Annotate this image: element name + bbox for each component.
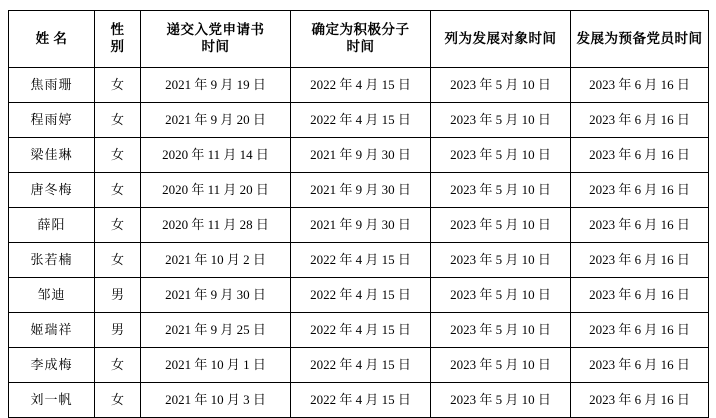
cell-probationary-time: 2023 年 6 月 16 日 [571,278,709,313]
cell-apply-time: 2021 年 10 月 3 日 [141,383,291,418]
cell-name: 焦雨珊 [9,68,95,103]
table-row [9,208,709,243]
cell-gender: 男 [95,278,141,313]
cell-apply-time: 2020 年 11 月 20 日 [141,173,291,208]
cell-target-time: 2023 年 5 月 10 日 [431,243,571,278]
cell-apply-time: 2021 年 10 月 2 日 [141,243,291,278]
column-header-name: 姓 名 [9,11,95,68]
cell-target-time: 2023 年 5 月 10 日 [431,383,571,418]
cell-name: 程雨婷 [9,103,95,138]
cell-apply-time: 2021 年 9 月 20 日 [141,103,291,138]
cell-activist-time: 2022 年 4 月 15 日 [291,243,431,278]
column-header-gender-line-2: 别 [110,39,125,54]
cell-probationary-time: 2023 年 6 月 16 日 [571,348,709,383]
column-header-target-time: 列为发展对象时间 [431,11,571,68]
column-header-gender [95,11,141,68]
cell-gender: 女 [95,243,141,278]
table-row [9,68,709,103]
cell-apply-time: 2021 年 9 月 30 日 [141,278,291,313]
cell-probationary-time: 2023 年 6 月 16 日 [571,138,709,173]
cell-apply-time: 2020 年 11 月 28 日 [141,208,291,243]
cell-gender: 女 [95,68,141,103]
column-header-probationary-time: 发展为预备党员时间 [571,11,709,68]
cell-target-time: 2023 年 5 月 10 日 [431,138,571,173]
cell-name: 姬瑞祥 [9,313,95,348]
table-row [9,103,709,138]
cell-probationary-time: 2023 年 6 月 16 日 [571,173,709,208]
header-row [9,11,709,68]
cell-target-time: 2023 年 5 月 10 日 [431,173,571,208]
cell-activist-time: 2022 年 4 月 15 日 [291,313,431,348]
cell-apply-time: 2021 年 10 月 1 日 [141,348,291,383]
cell-gender: 女 [95,173,141,208]
cell-probationary-time: 2023 年 6 月 16 日 [571,103,709,138]
column-header-gender-line-1: 性 [110,22,125,38]
cell-activist-time: 2022 年 4 月 15 日 [291,68,431,103]
table-row [9,173,709,208]
cell-probationary-time: 2023 年 6 月 16 日 [571,313,709,348]
cell-name: 刘一帆 [9,383,95,418]
table-row [9,313,709,348]
cell-gender: 男 [95,313,141,348]
cell-target-time: 2023 年 5 月 10 日 [431,313,571,348]
cell-name: 唐冬梅 [9,173,95,208]
cell-name: 张若楠 [9,243,95,278]
table-body [9,68,709,418]
cell-gender: 女 [95,383,141,418]
cell-apply-time: 2021 年 9 月 19 日 [141,68,291,103]
cell-target-time: 2023 年 5 月 10 日 [431,208,571,243]
cell-gender: 女 [95,348,141,383]
cell-name: 薛阳 [9,208,95,243]
cell-target-time: 2023 年 5 月 10 日 [431,103,571,138]
table-row [9,383,709,418]
cell-target-time: 2023 年 5 月 10 日 [431,278,571,313]
cell-gender: 女 [95,103,141,138]
column-header-activist-time [291,11,431,68]
cell-gender: 女 [95,208,141,243]
cell-name: 邹迪 [9,278,95,313]
cell-apply-time: 2021 年 9 月 25 日 [141,313,291,348]
cell-activist-time: 2021 年 9 月 30 日 [291,208,431,243]
column-header-activist-time-line-1: 确定为积极分子 [311,22,410,38]
cell-activist-time: 2022 年 4 月 15 日 [291,383,431,418]
party-member-development-table [8,10,709,418]
cell-target-time: 2023 年 5 月 10 日 [431,68,571,103]
column-header-apply-time-line-1: 递交入党申请书 [166,22,265,38]
table-header [9,11,709,68]
cell-activist-time: 2021 年 9 月 30 日 [291,138,431,173]
column-header-activist-time-line-2: 时间 [346,39,375,54]
cell-apply-time: 2020 年 11 月 14 日 [141,138,291,173]
table-row [9,278,709,313]
cell-activist-time: 2022 年 4 月 15 日 [291,103,431,138]
column-header-apply-time-line-2: 时间 [201,39,230,54]
cell-activist-time: 2021 年 9 月 30 日 [291,173,431,208]
table-row [9,138,709,173]
cell-probationary-time: 2023 年 6 月 16 日 [571,383,709,418]
cell-target-time: 2023 年 5 月 10 日 [431,348,571,383]
cell-activist-time: 2022 年 4 月 15 日 [291,278,431,313]
cell-name: 梁佳琳 [9,138,95,173]
cell-activist-time: 2022 年 4 月 15 日 [291,348,431,383]
column-header-apply-time [141,11,291,68]
cell-name: 李成梅 [9,348,95,383]
cell-gender: 女 [95,138,141,173]
cell-probationary-time: 2023 年 6 月 16 日 [571,68,709,103]
table-row [9,243,709,278]
table-row [9,348,709,383]
cell-probationary-time: 2023 年 6 月 16 日 [571,243,709,278]
cell-probationary-time: 2023 年 6 月 16 日 [571,208,709,243]
